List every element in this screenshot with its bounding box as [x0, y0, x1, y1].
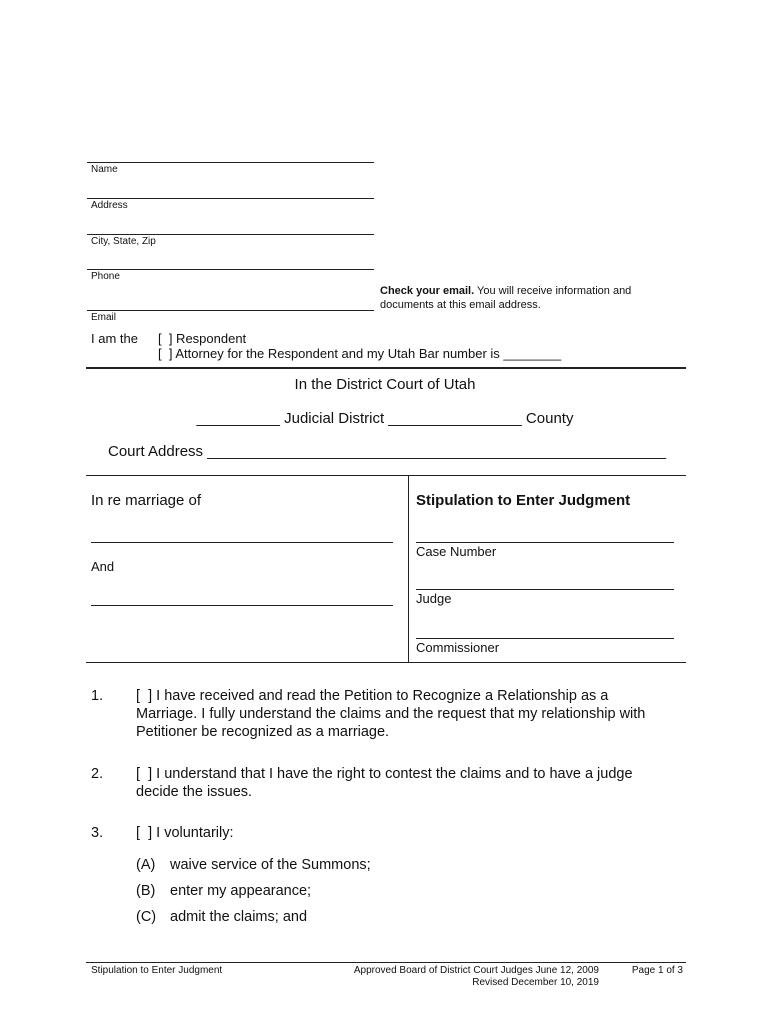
sub-item-a-label: (A): [136, 857, 156, 873]
sub-item-a-text: waive service of the Summons;: [170, 857, 371, 873]
footer-revised: Revised December 10, 2019: [472, 977, 599, 988]
footer-rule: [86, 962, 686, 963]
item-2-number: 2.: [91, 766, 104, 782]
document-title: Stipulation to Enter Judgment: [416, 492, 631, 509]
case-number-label: Case Number: [416, 544, 497, 559]
phone-label: Phone: [91, 271, 120, 282]
item-2-text[interactable]: [136, 765, 633, 801]
commissioner-line[interactable]: [416, 638, 674, 639]
i-am-the-label: I am the: [91, 331, 138, 346]
respondent-option[interactable]: [ ] Respondent: [158, 331, 247, 346]
name-label: Name: [91, 164, 118, 175]
name-line[interactable]: [87, 162, 374, 163]
attorney-option[interactable]: [ ] Attorney for the Respondent and my Utah Bar number is ________: [158, 346, 562, 361]
item-1-line-1: [ ] I have received and read the Petition to Recognize a Relationship as a: [136, 688, 609, 704]
item-1-line-2: Marriage. I fully understand the claims and the request that my relationship with: [136, 706, 646, 722]
sub-item-b-text: enter my appearance;: [170, 883, 312, 899]
commissioner-label: Commissioner: [416, 640, 500, 655]
court-title: In the District Court of Utah: [294, 376, 476, 393]
email-note-bold: Check your email.: [380, 285, 475, 297]
page-number: Page 1 of 3: [631, 965, 683, 976]
email-line[interactable]: [87, 310, 374, 311]
item-3-number: 3.: [91, 825, 104, 841]
email-label: Email: [91, 312, 117, 323]
caption-bottom-rule: [86, 662, 686, 663]
court-bottom-rule: [86, 475, 686, 476]
sub-item-c-label: (C): [136, 909, 157, 925]
item-3-text[interactable]: [ ] I voluntarily:: [136, 825, 234, 841]
sub-item-c-text: admit the claims; and: [170, 909, 308, 925]
address-line[interactable]: [87, 198, 374, 199]
judge-line[interactable]: [416, 589, 674, 590]
district-county-line[interactable]: __________ Judicial District ________________ County: [196, 410, 574, 427]
item-2-line-2: decide the issues.: [136, 784, 253, 800]
judge-label: Judge: [416, 591, 452, 606]
item-1-number: 1.: [91, 688, 104, 704]
and-label: And: [91, 559, 115, 574]
item-1-text[interactable]: [136, 687, 645, 741]
court-top-rule: [86, 367, 686, 369]
party-two-line[interactable]: [91, 605, 393, 606]
email-note-rest: You will receive information and: [474, 285, 632, 297]
footer-approved: Approved Board of District Court Judges June 12, 2009: [353, 965, 599, 976]
email-note-line2: documents at this email address.: [380, 299, 541, 311]
caption-divider: [408, 475, 409, 662]
court-address-line[interactable]: Court Address _______________________________________________________: [108, 443, 667, 460]
email-note: [380, 284, 631, 312]
footer-left: Stipulation to Enter Judgment: [91, 965, 223, 976]
phone-line[interactable]: [87, 269, 374, 270]
item-1-line-3: Petitioner be recognized as a marriage.: [136, 724, 390, 740]
sub-item-b-label: (B): [136, 883, 156, 899]
case-number-line[interactable]: [416, 542, 674, 543]
address-label: Address: [91, 200, 128, 211]
city-state-zip-label: City, State, Zip: [91, 236, 156, 247]
party-one-line[interactable]: [91, 542, 393, 543]
city-state-zip-line[interactable]: [87, 234, 374, 235]
item-2-line-1: [ ] I understand that I have the right to contest the claims and to have a judge: [136, 766, 633, 782]
in-re-marriage-label: In re marriage of: [91, 492, 202, 509]
